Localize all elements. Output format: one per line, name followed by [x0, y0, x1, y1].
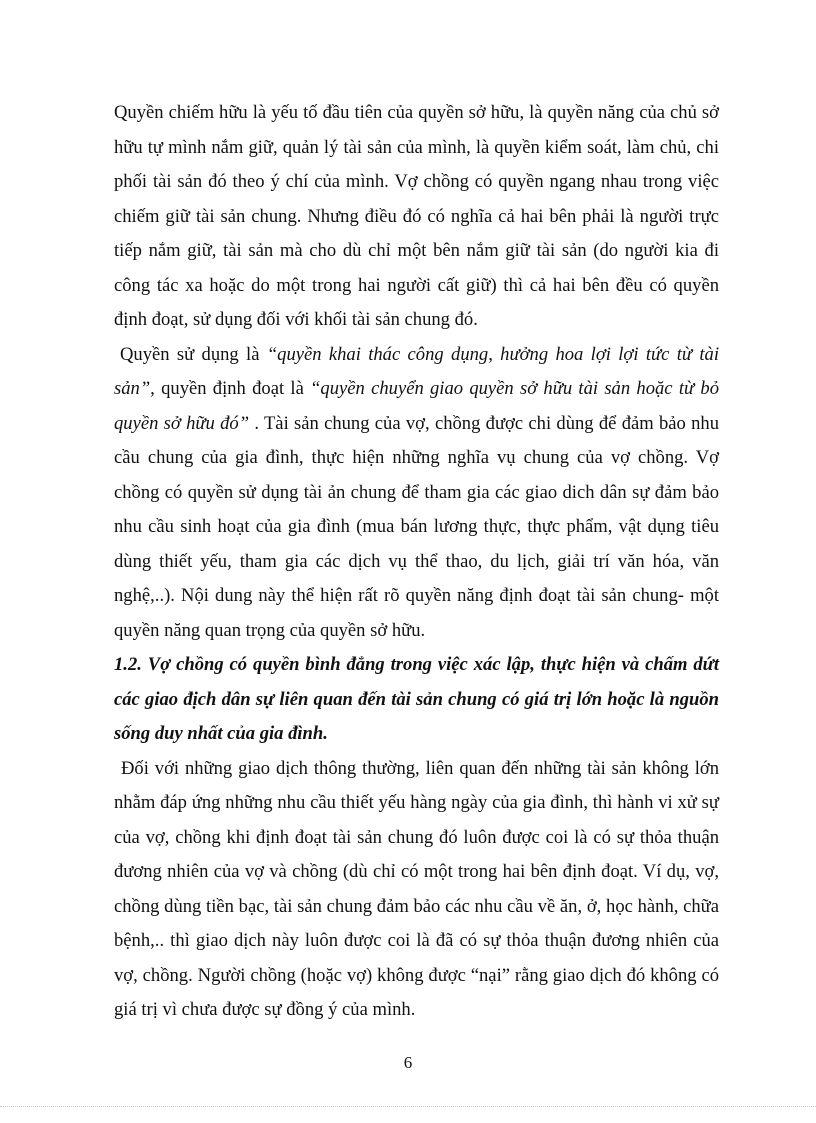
- plain-text: Quyền sử dụng là: [120, 344, 267, 365]
- paragraph-line: định đoạt, sử dụng đối với khối tài sản chung đó.: [114, 309, 478, 330]
- paragraph-line: [114, 413, 719, 435]
- section-heading: sống duy nhất của gia đình.: [114, 723, 328, 744]
- paragraph-line: Đối với những giao dịch thông thường, liên quan đến những tài sản không lớn: [121, 758, 719, 779]
- paragraph-line: vợ, chồng. Người chồng (hoặc vợ) không được “nại” rằng giao dịch đó không có: [114, 965, 719, 986]
- quote-text: sản”,: [114, 378, 155, 399]
- paragraph-line: quyền năng quan trọng của quyền sở hữu.: [114, 620, 426, 641]
- page-bottom-divider: [0, 1106, 816, 1107]
- plain-text: quyền định đoạt là: [154, 378, 311, 399]
- paragraph-line: phối tài sản đó theo ý chí của mình. Vợ chồng có quyền ngang nhau trong việc: [114, 171, 719, 192]
- paragraph-line: của vợ, chồng khi định đoạt tài sản chung đó luôn được coi là có sự thỏa thuận: [114, 827, 719, 848]
- paragraph-line: đương nhiên của vợ và chồng (dù chỉ có một trong hai bên định đoạt. Ví dụ, vợ,: [114, 861, 719, 882]
- quote-text: “quyền khai thác công dụng, hưởng hoa lợi lợi tức từ tài: [266, 344, 719, 365]
- section-heading: các giao địch dân sự liên quan đến tài sản chung có giá trị lớn hoặc là nguồn: [114, 689, 719, 710]
- paragraph-line: chồng dùng tiền bạc, tài sản chung đảm bảo các nhu cầu về ăn, ở, học hành, chữa: [114, 896, 719, 917]
- paragraph-line: dùng thiết yếu, tham gia các dịch vụ thể thao, du lịch, giải trí văn hóa, văn: [114, 551, 719, 572]
- paragraph-line: chồng có quyền sử dụng tài ản chung để tham gia các giao dich dân sự đảm bảo: [114, 482, 719, 503]
- paragraph-line: chiếm giữ tài sản chung. Nhưng điều đó có nghĩa cả hai bên phải là người trực: [114, 206, 719, 227]
- paragraph-line: Quyền chiếm hữu là yếu tố đầu tiên của quyền sở hữu, là quyền năng của chủ sở: [114, 102, 719, 123]
- paragraph-line: giá trị vì chưa được sự đồng ý của mình.: [114, 999, 416, 1020]
- paragraph-line: công tác xa hoặc do một trong hai người cất giữ) thì cả hai bên đều có quyền: [114, 275, 719, 296]
- page-number: 6: [403, 1053, 413, 1072]
- paragraph-line: [120, 344, 719, 366]
- paragraph-line: cầu chung của gia đình, thực hiện những nghĩa vụ chung của vợ chồng. Vợ: [114, 447, 719, 468]
- paragraph-line: hữu tự mình nắm giữ, quản lý tài sản của mình, là quyền kiểm soát, làm chủ, chi: [114, 137, 719, 158]
- plain-text: . Tài sản chung của vợ, chồng được chi dùng để đảm bảo nhu: [249, 413, 720, 434]
- paragraph-line: nghệ,..). Nội dung này thể hiện rất rõ quyền năng định đoạt tài sản chung- một: [114, 585, 719, 606]
- paragraph-line: nhu cầu sinh hoạt của gia đình (mua bán lương thực, thực phẩm, vật dụng tiêu: [114, 516, 719, 537]
- section-heading: 1.2. Vợ chồng có quyền bình đẳng trong việc xác lập, thực hiện và chấm dứt: [114, 654, 719, 675]
- paragraph-line: bệnh,.. thì giao dịch này luôn được coi là đã có sự thỏa thuận đương nhiên của: [114, 930, 719, 951]
- paragraph-line: [114, 378, 719, 400]
- quote-text: quyền sở hữu đó”: [114, 413, 250, 434]
- paragraph-line: nhằm đáp ứng những nhu cầu thiết yếu hàng ngày của gia đình, thì hành vi xử sự: [114, 792, 719, 813]
- quote-text: “quyền chuyển giao quyền sở hữu tài sản hoặc từ bỏ: [310, 378, 719, 399]
- paragraph-line: tiếp nắm giữ, tài sản mà cho dù chỉ một bên nắm giữ tài sản (do người kia đi: [114, 240, 719, 261]
